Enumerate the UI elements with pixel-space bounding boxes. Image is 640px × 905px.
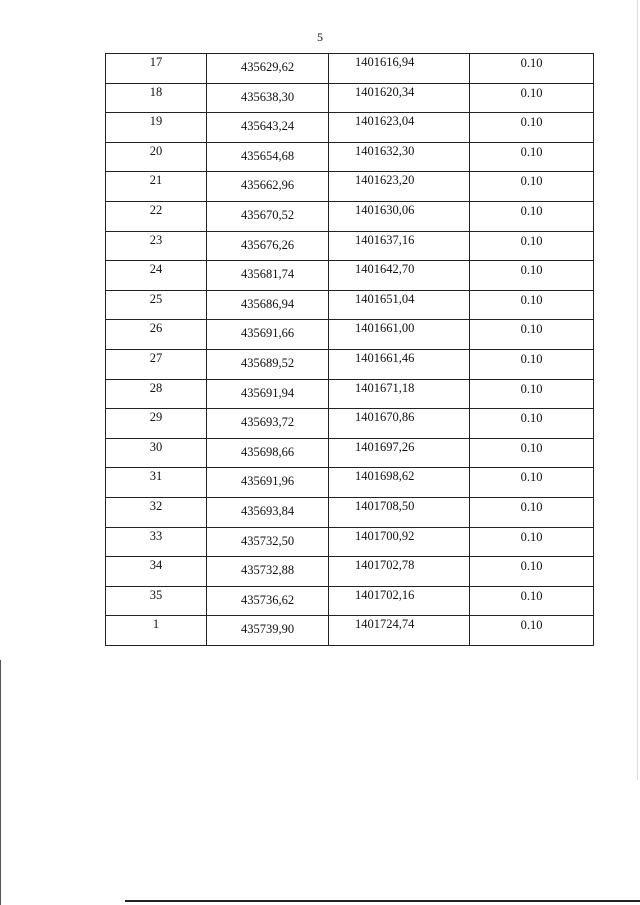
x-coordinate-cell: 435693,84 bbox=[207, 497, 329, 527]
accuracy-cell: 0.10 bbox=[470, 349, 594, 379]
point-number-cell: 34 bbox=[106, 557, 207, 587]
table-row bbox=[106, 83, 594, 113]
y-coordinate-cell: 1401661,00 bbox=[329, 320, 470, 350]
y-coordinate-cell: 1401724,74 bbox=[329, 616, 470, 646]
table-row bbox=[106, 231, 594, 261]
table-row bbox=[106, 261, 594, 291]
point-number-cell: 23 bbox=[106, 231, 207, 261]
point-number-cell: 25 bbox=[106, 290, 207, 320]
x-coordinate-cell: 435638,30 bbox=[207, 83, 329, 113]
point-number-cell: 28 bbox=[106, 379, 207, 409]
y-coordinate-cell: 1401630,06 bbox=[329, 201, 470, 231]
accuracy-cell: 0.10 bbox=[470, 409, 594, 439]
point-number-cell: 1 bbox=[106, 616, 207, 646]
x-coordinate-cell: 435643,24 bbox=[207, 113, 329, 143]
y-coordinate-cell: 1401702,78 bbox=[329, 557, 470, 587]
table-row bbox=[106, 172, 594, 202]
accuracy-cell: 0.10 bbox=[470, 616, 594, 646]
point-number-cell: 31 bbox=[106, 468, 207, 498]
table-row bbox=[106, 497, 594, 527]
point-number-cell: 20 bbox=[106, 142, 207, 172]
y-coordinate-cell: 1401671,18 bbox=[329, 379, 470, 409]
table-row bbox=[106, 557, 594, 587]
x-coordinate-cell: 435629,62 bbox=[207, 54, 329, 84]
accuracy-cell: 0.10 bbox=[470, 54, 594, 84]
y-coordinate-cell: 1401620,34 bbox=[329, 83, 470, 113]
accuracy-cell: 0.10 bbox=[470, 231, 594, 261]
point-number-cell: 30 bbox=[106, 438, 207, 468]
point-number-cell: 18 bbox=[106, 83, 207, 113]
table-row bbox=[106, 527, 594, 557]
accuracy-cell: 0.10 bbox=[470, 497, 594, 527]
table-row bbox=[106, 379, 594, 409]
table-row bbox=[106, 201, 594, 231]
x-coordinate-cell: 435732,88 bbox=[207, 557, 329, 587]
page-number: 5 bbox=[317, 30, 323, 44]
point-number-cell: 35 bbox=[106, 586, 207, 616]
x-coordinate-cell: 435739,90 bbox=[207, 616, 329, 646]
point-number-cell: 24 bbox=[106, 261, 207, 291]
table-row bbox=[106, 349, 594, 379]
y-coordinate-cell: 1401702,16 bbox=[329, 586, 470, 616]
y-coordinate-cell: 1401637,16 bbox=[329, 231, 470, 261]
x-coordinate-cell: 435693,72 bbox=[207, 409, 329, 439]
table-row bbox=[106, 468, 594, 498]
y-coordinate-cell: 1401616,94 bbox=[329, 54, 470, 84]
table-row bbox=[106, 290, 594, 320]
accuracy-cell: 0.10 bbox=[470, 438, 594, 468]
point-number-cell: 19 bbox=[106, 113, 207, 143]
coordinates-table-body bbox=[106, 54, 594, 646]
coordinates-table bbox=[105, 53, 594, 646]
x-coordinate-cell: 435732,50 bbox=[207, 527, 329, 557]
x-coordinate-cell: 435676,26 bbox=[207, 231, 329, 261]
y-coordinate-cell: 1401632,30 bbox=[329, 142, 470, 172]
scan-edge-right bbox=[637, 0, 638, 780]
accuracy-cell: 0.10 bbox=[470, 113, 594, 143]
accuracy-cell: 0.10 bbox=[470, 527, 594, 557]
accuracy-cell: 0.10 bbox=[470, 557, 594, 587]
y-coordinate-cell: 1401670,86 bbox=[329, 409, 470, 439]
accuracy-cell: 0.10 bbox=[470, 83, 594, 113]
x-coordinate-cell: 435691,96 bbox=[207, 468, 329, 498]
y-coordinate-cell: 1401642,70 bbox=[329, 261, 470, 291]
y-coordinate-cell: 1401651,04 bbox=[329, 290, 470, 320]
accuracy-cell: 0.10 bbox=[470, 379, 594, 409]
x-coordinate-cell: 435698,66 bbox=[207, 438, 329, 468]
y-coordinate-cell: 1401623,20 bbox=[329, 172, 470, 202]
x-coordinate-cell: 435691,94 bbox=[207, 379, 329, 409]
accuracy-cell: 0.10 bbox=[470, 201, 594, 231]
y-coordinate-cell: 1401708,50 bbox=[329, 497, 470, 527]
accuracy-cell: 0.10 bbox=[470, 320, 594, 350]
x-coordinate-cell: 435681,74 bbox=[207, 261, 329, 291]
table-row bbox=[106, 616, 594, 646]
x-coordinate-cell: 435686,94 bbox=[207, 290, 329, 320]
x-coordinate-cell: 435736,62 bbox=[207, 586, 329, 616]
point-number-cell: 27 bbox=[106, 349, 207, 379]
accuracy-cell: 0.10 bbox=[470, 172, 594, 202]
point-number-cell: 33 bbox=[106, 527, 207, 557]
point-number-cell: 32 bbox=[106, 497, 207, 527]
x-coordinate-cell: 435654,68 bbox=[207, 142, 329, 172]
accuracy-cell: 0.10 bbox=[470, 142, 594, 172]
table-row bbox=[106, 320, 594, 350]
table-row bbox=[106, 586, 594, 616]
x-coordinate-cell: 435662,96 bbox=[207, 172, 329, 202]
point-number-cell: 29 bbox=[106, 409, 207, 439]
table-row bbox=[106, 409, 594, 439]
accuracy-cell: 0.10 bbox=[470, 468, 594, 498]
y-coordinate-cell: 1401697,26 bbox=[329, 438, 470, 468]
accuracy-cell: 0.10 bbox=[470, 290, 594, 320]
y-coordinate-cell: 1401623,04 bbox=[329, 113, 470, 143]
scan-edge-left bbox=[0, 660, 1, 905]
accuracy-cell: 0.10 bbox=[470, 586, 594, 616]
table-row bbox=[106, 54, 594, 84]
table-row bbox=[106, 438, 594, 468]
x-coordinate-cell: 435689,52 bbox=[207, 349, 329, 379]
accuracy-cell: 0.10 bbox=[470, 261, 594, 291]
table-row bbox=[106, 142, 594, 172]
point-number-cell: 17 bbox=[106, 54, 207, 84]
y-coordinate-cell: 1401661,46 bbox=[329, 349, 470, 379]
point-number-cell: 26 bbox=[106, 320, 207, 350]
point-number-cell: 21 bbox=[106, 172, 207, 202]
scan-edge-bottom bbox=[125, 900, 640, 902]
x-coordinate-cell: 435670,52 bbox=[207, 201, 329, 231]
x-coordinate-cell: 435691,66 bbox=[207, 320, 329, 350]
y-coordinate-cell: 1401698,62 bbox=[329, 468, 470, 498]
y-coordinate-cell: 1401700,92 bbox=[329, 527, 470, 557]
table-row bbox=[106, 113, 594, 143]
point-number-cell: 22 bbox=[106, 201, 207, 231]
